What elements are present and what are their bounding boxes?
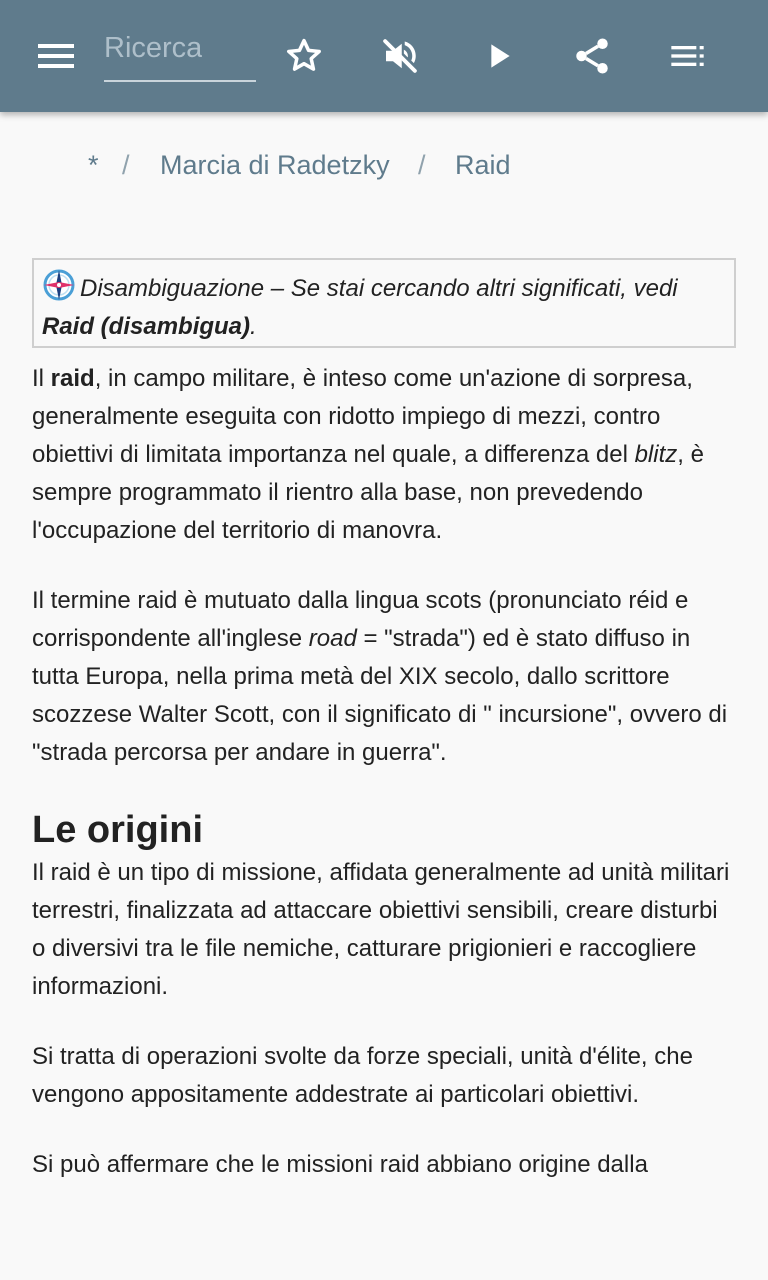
paragraph-special-forces: Si tratta di operazioni svolte da forze speciali, unità d'élite, che vengono appositamente addestrate ai particolari obiettivi.	[32, 1043, 693, 1108]
hamburger-menu-icon	[36, 36, 76, 76]
bold-term: raid	[50, 365, 95, 392]
bookmark-button[interactable]	[276, 28, 332, 84]
paragraph-etymology	[32, 582, 736, 772]
play-icon	[478, 36, 518, 76]
share-icon	[571, 35, 613, 77]
breadcrumb	[0, 146, 768, 190]
disambiguation-text: Disambiguazione – Se stai cercando altri significati, vedi	[80, 275, 678, 302]
paragraph-origins: Il raid è un tipo di missione, affidata generalmente ad unità militari terrestri, finalizzata ad attaccare obiettivi sensibili, creare disturbi o diversivi tra le file nemiche, catturare prigionieri e raccogliere informazioni.	[32, 859, 730, 1000]
disambiguation-notice	[32, 258, 736, 348]
disambiguation-link[interactable]: Raid (disambigua)	[42, 313, 251, 340]
text-run: , è sempre programmato il rientro alla base, non prevedendo l'occupazione del territorio di manovra.	[32, 441, 704, 544]
breadcrumb-item-raid[interactable]: Raid	[455, 150, 511, 180]
breadcrumb-root[interactable]: *	[88, 150, 99, 180]
breadcrumb-item-marcia[interactable]: Marcia di Radetzky	[160, 150, 390, 180]
section-heading: Le origini	[32, 809, 203, 851]
menu-button[interactable]	[28, 28, 84, 84]
volume-off-icon	[379, 35, 421, 77]
article-body	[32, 360, 736, 1216]
italic-term: road	[308, 625, 357, 652]
text-run: Il termine raid è mutuato dalla lingua scots (pronunciato réid e corrispondente all'inglese	[32, 587, 689, 652]
share-button[interactable]	[564, 28, 620, 84]
mute-button[interactable]	[372, 28, 428, 84]
table-of-contents-icon	[668, 36, 708, 76]
text-run: , in campo militare, è inteso come un'azione di sorpresa, generalmente eseguita con ridotto impiego di mezzi, contro obiettivi di limitata importanza nel quale, a differenza del	[32, 365, 693, 468]
compass-disambiguation-icon	[42, 268, 76, 302]
paragraph-intro	[32, 360, 736, 550]
app-toolbar	[0, 0, 768, 112]
search-field[interactable]	[104, 26, 256, 82]
text-run: Il	[32, 365, 51, 392]
text-run: = "strada") ed è stato diffuso in tutta Europa, nella prima metà del XIX secolo, dallo scrittore scozzese Walter Scott, con il significato di " incursione", ovvero di "strada percorsa per andare in guerra".	[32, 625, 728, 766]
disambiguation-end: .	[250, 313, 257, 340]
paragraph-history: Si può affermare che le missioni raid abbiano origine dalla	[32, 1151, 648, 1178]
breadcrumb-separator: /	[418, 150, 426, 180]
contents-button[interactable]	[660, 28, 716, 84]
search-input[interactable]	[104, 28, 202, 68]
play-button[interactable]	[470, 28, 526, 84]
italic-term: blitz	[634, 441, 678, 468]
star-outline-icon	[283, 35, 325, 77]
breadcrumb-separator: /	[122, 150, 130, 180]
